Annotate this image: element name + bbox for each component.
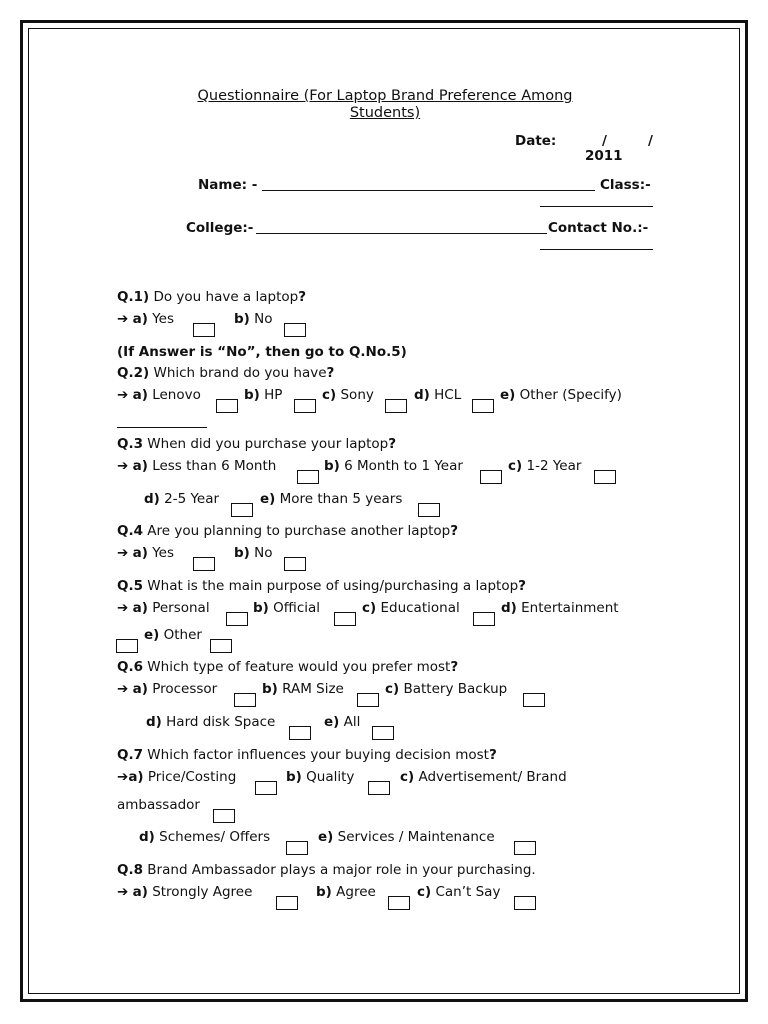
q2-c-checkbox[interactable] <box>385 399 407 413</box>
q3-option-e: e) More than 5 years <box>260 491 403 507</box>
class-field[interactable] <box>540 206 653 207</box>
q6-a-checkbox[interactable] <box>234 693 256 707</box>
q1-question: Q.1) Do you have a laptop? <box>117 289 307 305</box>
q2-option-c: c) Sony <box>322 387 374 403</box>
page-title-line1: Questionnaire (For Laptop Brand Preference Among <box>197 88 573 104</box>
q8-option-b: b) Agree <box>316 884 376 900</box>
q8-b-checkbox[interactable] <box>388 896 410 910</box>
q3-option-c: c) 1-2 Year <box>508 458 582 474</box>
q2-option-b: b) HP <box>244 387 283 403</box>
date-label: Date: <box>515 133 557 149</box>
q7-c-checkbox[interactable] <box>213 809 235 823</box>
q4-a-checkbox[interactable] <box>193 557 215 571</box>
q5-e-checkbox[interactable] <box>210 639 232 653</box>
q1-b-checkbox[interactable] <box>284 323 306 337</box>
q8-c-checkbox[interactable] <box>514 896 536 910</box>
q6-d-checkbox[interactable] <box>289 726 311 740</box>
q6-option-d: d) Hard disk Space <box>146 714 276 730</box>
q5-option-b: b) Official <box>253 600 321 616</box>
q6-option-e: e) All <box>324 714 361 730</box>
arrow-icon: ➔ <box>117 387 129 403</box>
q5-option-c: c) Educational <box>362 600 460 616</box>
q7-option-c: c) Advertisement/ Brand <box>400 769 567 785</box>
q2-question: Q.2) Which brand do you have? <box>117 365 335 381</box>
q6-option-b: b) RAM Size <box>262 681 344 697</box>
q6-question: Q.6 Which type of feature would you prefer most? <box>117 659 459 675</box>
q4-option-a: ➔ a) Yes <box>117 545 174 561</box>
name-field[interactable] <box>262 190 595 191</box>
arrow-icon: ➔ <box>117 681 129 697</box>
q7-option-b: b) Quality <box>286 769 355 785</box>
q6-c-checkbox[interactable] <box>523 693 545 707</box>
q3-option-a: ➔ a) Less than 6 Month <box>117 458 277 474</box>
date-year: 2011 <box>585 148 623 164</box>
q6-e-checkbox[interactable] <box>372 726 394 740</box>
q3-a-checkbox[interactable] <box>297 470 319 484</box>
q7-question: Q.7 Which factor influences your buying decision most? <box>117 747 497 763</box>
college-field[interactable] <box>256 233 547 234</box>
skip-note: (If Answer is “No”, then go to Q.No.5) <box>117 344 407 360</box>
q1-a-checkbox[interactable] <box>193 323 215 337</box>
page-title-line2: Students) <box>349 105 421 121</box>
q7-d-checkbox[interactable] <box>286 841 308 855</box>
date-separator-2: / <box>648 133 653 149</box>
class-label: Class:- <box>600 177 651 193</box>
q2-d-checkbox[interactable] <box>472 399 494 413</box>
q7-option-a: ➔a) Price/Costing <box>117 769 237 785</box>
page-border-inner <box>28 28 740 994</box>
q4-question: Q.4 Are you planning to purchase another laptop? <box>117 523 459 539</box>
q5-c-checkbox[interactable] <box>473 612 495 626</box>
q5-option-e: e) Other <box>144 627 202 643</box>
q2-b-checkbox[interactable] <box>294 399 316 413</box>
q1-option-a: ➔ a) Yes <box>117 311 174 327</box>
arrow-icon: ➔ <box>117 545 129 561</box>
arrow-icon: ➔ <box>117 311 129 327</box>
q5-b-checkbox[interactable] <box>334 612 356 626</box>
q2-other-specify-field[interactable] <box>117 427 207 428</box>
q5-option-a: ➔ a) Personal <box>117 600 210 616</box>
q7-b-checkbox[interactable] <box>368 781 390 795</box>
q2-option-e: e) Other (Specify) <box>500 387 622 403</box>
q8-a-checkbox[interactable] <box>276 896 298 910</box>
q4-b-checkbox[interactable] <box>284 557 306 571</box>
q1-option-b: b) No <box>234 311 273 327</box>
q5-a-checkbox[interactable] <box>226 612 248 626</box>
q6-option-a: ➔ a) Processor <box>117 681 218 697</box>
arrow-icon: ➔ <box>117 600 129 616</box>
q3-c-checkbox[interactable] <box>594 470 616 484</box>
contact-field[interactable] <box>540 249 653 250</box>
contact-label: Contact No.:- <box>548 220 649 236</box>
college-label: College:- <box>186 220 254 236</box>
q8-question: Q.8 Brand Ambassador plays a major role in your purchasing. <box>117 862 536 878</box>
q2-option-d: d) HCL <box>414 387 462 403</box>
q6-b-checkbox[interactable] <box>357 693 379 707</box>
q5-question: Q.5 What is the main purpose of using/purchasing a laptop? <box>117 578 527 594</box>
q6-option-c: c) Battery Backup <box>385 681 508 697</box>
q3-b-checkbox[interactable] <box>480 470 502 484</box>
q7-a-checkbox[interactable] <box>255 781 277 795</box>
q5-option-d: d) Entertainment <box>501 600 619 616</box>
date-separator-1: / <box>602 133 607 149</box>
q3-d-checkbox[interactable] <box>231 503 253 517</box>
q5-d-checkbox[interactable] <box>116 639 138 653</box>
name-label: Name: - <box>198 177 258 193</box>
q3-option-b: b) 6 Month to 1 Year <box>324 458 463 474</box>
q8-option-c: c) Can’t Say <box>417 884 501 900</box>
q7-option-e: e) Services / Maintenance <box>318 829 495 845</box>
q3-option-d: d) 2-5 Year <box>144 491 220 507</box>
q2-a-checkbox[interactable] <box>216 399 238 413</box>
q4-option-b: b) No <box>234 545 273 561</box>
q7-option-c-continued: ambassador <box>117 797 200 813</box>
arrow-icon: ➔ <box>117 769 129 785</box>
q3-e-checkbox[interactable] <box>418 503 440 517</box>
q2-option-a: ➔ a) Lenovo <box>117 387 201 403</box>
arrow-icon: ➔ <box>117 458 129 474</box>
q3-question: Q.3 When did you purchase your laptop? <box>117 436 397 452</box>
arrow-icon: ➔ <box>117 884 129 900</box>
q7-option-d: d) Schemes/ Offers <box>139 829 271 845</box>
q7-e-checkbox[interactable] <box>514 841 536 855</box>
q8-option-a: ➔ a) Strongly Agree <box>117 884 253 900</box>
